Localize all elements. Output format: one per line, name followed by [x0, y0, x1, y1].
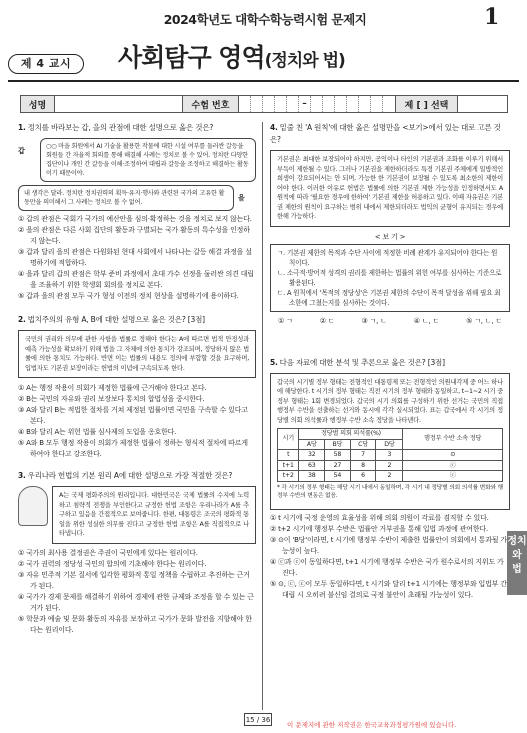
teacher-illustration — [18, 486, 48, 526]
option-5[interactable]: ⑤ ⊙, ⓒ, ⓒ이 모두 동일하다면, t 시기와 달리 t+1 시기에는 행정부와 입법부 간 대립 시 오히려 불신임 결의로 국정 불안이 초래될 가능성이 있다. — [270, 579, 507, 599]
option-1[interactable]: ① ㄱ — [278, 316, 293, 325]
passage-box: 기본권은 최대한 보장되어야 하지만, 공익이나 타인의 기본권과 조화를 이루기 위해서 부득이 제한될 수 있다. 그러나 기본권을 제한하더라도 특정 기본권 주체에게 일방적인 희생이 강요되어서는 안 되며, 가능한 한 기본권이 보장될 수 있도록 최소한의 제한이어야 한다. 이러한 이유로 헌법은 법률에 의한 기본권 제한 가능성을 인정하면서도 A 원칙에 따라 '필요한 경우에 한하여' 기본권 제한을 허용하고 있다. 이때 자유권은 기본권 제한의 원칙이 요구하는 범위 내에서 제한되더라도 법익의 균형이 유지되는 경우에 한해 가능하다. — [270, 150, 510, 227]
question-number: 3. — [18, 471, 26, 480]
question-text: 법치주의의 유형 A, B에 대한 설명으로 옳은 것은? [3점] — [27, 315, 205, 324]
subject-main: 사회탐구 영역 — [118, 43, 265, 72]
name-label: 성명 — [21, 96, 55, 112]
question-text: 밑줄 친 'A 원칙'에 대한 옳은 설명만을 <보기>에서 있는 대로 고른 것은? — [270, 123, 501, 144]
option-5[interactable]: ⑤ A와 B 모두 행정 작용이 의회가 제정한 법률이 정하는 형식적 절차에 따르게 하여야 한다고 강조한다. — [18, 439, 248, 458]
session-badge: 제 4 교시 — [8, 54, 84, 74]
option-2[interactable]: ② B는 국민의 자유와 권리 보장보다 통치의 합법성을 중시한다. — [18, 395, 205, 403]
speaker-b: 을 — [238, 194, 245, 202]
passage-text: 갑국의 시기별 정부 형태는 전형적인 대통령제 또는 전형적인 의원내각제 중 어느 하나에 해당한다. t 시기의 정부 형태는 직전 시기의 정부 형태와 동일하고, t−1~2 시기 중 정부 형태는 1회 변경되었다. 갑국의 시기 의회를 구성하기 위한 선거는 국민의 직접 행정부 수반을 선출하는 선거와 동시에 각각 실시되었다. 표는 갑국에서 각 시기의 정당별 의회 의석률과 행정부 수반 소속 정당을 나타낸다. — [277, 378, 503, 424]
table-note: * 각 시기의 정부 형태는 해당 시기 내에서 동일하며, 각 시기 내 정당별 의회 의석률 변화와 행정부 수반의 변동은 없음. — [277, 484, 503, 499]
column-divider — [262, 122, 263, 710]
speech-bubble-a: ○○ 마을 회원에서 AI 기술을 활용한 작물에 대한 시설 여부를 둘러싼 갈등을 회원들 간 자율적 회의를 통해 해결해 사례는 정치로 볼 수 있어. 정치란 다양한 집단이나 개인 간 갈등을 이해·조정하여 대립과 갈등을 조정하고 해결하는 활동이기 때문이야. — [40, 138, 256, 182]
question-text: 정치를 바라보는 갑, 을의 관점에 대한 설명으로 옳은 것은? — [27, 123, 214, 132]
question-title — [18, 314, 256, 326]
question-number: 4. — [270, 123, 278, 132]
table-header-period: 시기 — [278, 429, 299, 450]
options-row — [270, 316, 510, 327]
question-text: 다음 자료에 대한 분석 및 추론으로 옳은 것은? [3점] — [279, 357, 445, 367]
choice-label: 제 [ ] 선택 — [396, 96, 458, 112]
question-number: 5. — [270, 357, 278, 367]
exam-title: 2024학년도 대학수학능력시험 문제지 — [163, 12, 367, 27]
bogi-label: < 보 기 > — [374, 232, 406, 241]
party-d: D당 — [376, 439, 403, 450]
bogi-item-b: ㄴ. 소극적·방어적 성격의 권리를 제한하는 법률의 위헌 여부를 심사하는 기준으로 활용된다. — [277, 268, 502, 287]
option-1[interactable]: ① t 시기에 국정 운영의 효율성을 위해 의회 의원이 각료를 겸직할 수 있다. — [270, 513, 489, 522]
table-row: t+2 38 54 6 2 ⓒ — [278, 471, 503, 482]
choice-field[interactable] — [458, 96, 507, 112]
option-5[interactable]: ⑤ 학문과 예술 및 문화 활동의 자유를 보장하고 국가가 문화 발전을 지향해야 한다는 원리이다. — [18, 614, 252, 634]
option-4[interactable]: ④ ⓒ과 ⓒ이 동일하다면, t+1 시기에 행정부 수반은 국가 원수로서의 지위도 가진다. — [270, 557, 504, 577]
question-title — [270, 357, 510, 369]
option-2[interactable]: ② ㄷ — [319, 316, 335, 325]
party-b: B당 — [325, 439, 351, 450]
option-3[interactable]: ③ ⊙이 'B당'이라면, t 시기에 행정부 수반이 제출한 법률안이 의회에서 통과될 가능성이 높다. — [270, 535, 507, 555]
option-1[interactable]: ① 국가의 최사용 결정권은 주권이 국민에게 있다는 원리이다. — [18, 548, 198, 557]
option-3[interactable]: ③ 자유 민주적 기본 질서에 입각한 평화적 통일 정책을 수립하고 추진하는 근거가 된다. — [18, 570, 250, 590]
question-title — [270, 122, 510, 146]
option-4[interactable]: ④ B와 달리 A는 위헌 법률 심사제의 도입을 옹호한다. — [18, 428, 177, 436]
bogi-item-c: ㄷ. A 원칙에서 '목적의 정당성'은 기본권 제한의 수단이 목적 달성을 위해 필요 최소한에 그쳤는지를 심사하는 것이다. — [277, 288, 501, 307]
subject-sub: (정치와 법) — [264, 51, 345, 71]
subject-title — [118, 38, 345, 74]
question-number: 1. — [18, 123, 26, 132]
bogi-item-a: ㄱ. 기본권 제한의 목적과 수단 사이에 적정한 비례 관계가 유지되어야 한다는 원칙이다. — [277, 248, 498, 267]
option-3[interactable]: ③ 갑과 달리 을의 관점은 다원화된 현대 사회에서 나타나는 갈등 해결 과정을 설명하기에 적합하다. — [18, 248, 252, 267]
question-text: 우리나라 헌법의 기본 원리 A에 대한 설명으로 가장 적절한 것은? — [27, 471, 233, 480]
question-1 — [18, 122, 256, 302]
option-2[interactable]: ② 국가 권력의 정당성 국민의 합의에 기초해야 한다는 원리이다. — [18, 559, 207, 568]
option-2[interactable]: ② 을의 관점은 다른 사회 집단의 활동과 구별되는 국가 활동의 특수성을 인정하지 않는다. — [18, 226, 250, 245]
party-c: C당 — [350, 439, 376, 450]
page-number: 1 — [484, 4, 500, 30]
passage-box: 국민의 권리와 의무에 관한 사항을 법률로 정해야 한다는 A에 따르면 법적 안정성과 예측 가능성을 확보하기 위해 법을 그 자체에 의한 통치가 강조되며, 정당하지 않은 법률에 의한 통치도 가능하다. 반면 이는 법률의 내용도 정의에 부합할 것을 요구하며, 입법자도 기본권 보장이라는 헌법의 이념에 구속되도록 한다. — [18, 330, 256, 378]
party-a: A당 — [299, 439, 325, 450]
speech-bubble-b: 내 생각은 달라. 정치란 정치권력의 획득·유지·행사와 관련된 국가의 고유한 활동만을 의미해서 그 사례는 정치로 볼 수 없어. — [18, 185, 234, 211]
table-header-exec: 행정부 수반 소속 정당 — [403, 429, 503, 450]
option-5[interactable]: ⑤ ㄱ, ㄴ, ㄷ — [466, 316, 502, 325]
question-2 — [18, 314, 256, 460]
table-header-seat: 정당별 의회 의석률(%) — [299, 429, 403, 440]
table-row: t+1 63 27 8 2 ⓒ — [278, 460, 503, 471]
option-4[interactable]: ④ ㄴ, ㄷ — [413, 316, 440, 325]
subject-side-tab: 정치와 법 — [507, 531, 527, 595]
option-1[interactable]: ① A는 행정 작용이 의회가 제정한 법률에 근거해야 한다고 본다. — [18, 384, 207, 392]
option-5[interactable]: ⑤ 갑과 을의 관점 모두 국가 형성 이전의 정치 현상을 설명하기에 용이하다. — [18, 292, 239, 300]
option-4[interactable]: ④ 국가가 경제 문제를 해결하기 위하여 경제에 관한 규제와 조정을 할 수 있는 근거가 된다. — [18, 592, 254, 612]
id-dash: – — [299, 96, 311, 112]
info-bar — [20, 95, 508, 113]
header-divider — [8, 80, 519, 82]
right-column — [270, 122, 510, 609]
name-field[interactable] — [55, 96, 183, 112]
option-3[interactable]: ③ ㄱ, ㄴ — [361, 316, 387, 325]
passage-box: A는 국제 평화주의의 원리입니다. 대한민국은 국제 법률의 수지에 노력하고 침략적 전쟁을 부인한다고 규정한 헌법 조항은 우리나라가 A를 추구하고 있음을 간접적으로 보여줍니다. 한편, 대통령은 조국의 평화적 통일을 위한 성실한 의무를 진다고 규정한 헌법 조항은 A를 직접적으로 나타냅니다. — [52, 486, 256, 544]
question-3 — [18, 470, 256, 636]
question-5 — [270, 357, 510, 601]
dialog-a — [18, 138, 256, 182]
left-column — [18, 122, 256, 644]
option-3[interactable]: ③ A와 달리 B는 적법한 절차를 거쳐 제정된 법률이면 국민을 구속할 수 있다고 본다. — [18, 406, 248, 425]
question-title — [18, 122, 256, 134]
table-row: t 32 58 7 3 ⊙ — [278, 450, 503, 461]
dialog-b — [18, 185, 256, 211]
option-1[interactable]: ① 갑의 관점은 국회가 국가의 예산안을 심의·확정하는 것을 정치로 보지 않는다. — [18, 215, 252, 223]
bogi-box — [270, 244, 510, 312]
question-number: 2. — [18, 315, 26, 324]
passage-box — [270, 373, 510, 510]
data-table — [277, 428, 503, 482]
option-2[interactable]: ② t+2 시기에 행정부 수반은 법률안 거부권을 통해 입법 과정에 관여한다. — [270, 524, 488, 533]
speaker-a: 갑 — [18, 147, 25, 155]
question-4 — [270, 122, 510, 327]
page-fraction: 15 / 36 — [244, 713, 272, 726]
teacher-panel — [18, 486, 256, 544]
option-4[interactable]: ④ 을과 달리 갑의 관점은 학부 준비 과정에서 초대 가수 선정을 둘러싼 의견 대립을 조율하기 위한 학생회 회의를 정치로 본다. — [18, 270, 254, 289]
question-title — [18, 470, 256, 482]
id-field[interactable] — [239, 96, 396, 112]
id-label: 수험 번호 — [183, 96, 239, 112]
copyright-notice: 이 문제지에 관한 저작권은 한국교육과정평가원에 있습니다. — [287, 721, 457, 729]
